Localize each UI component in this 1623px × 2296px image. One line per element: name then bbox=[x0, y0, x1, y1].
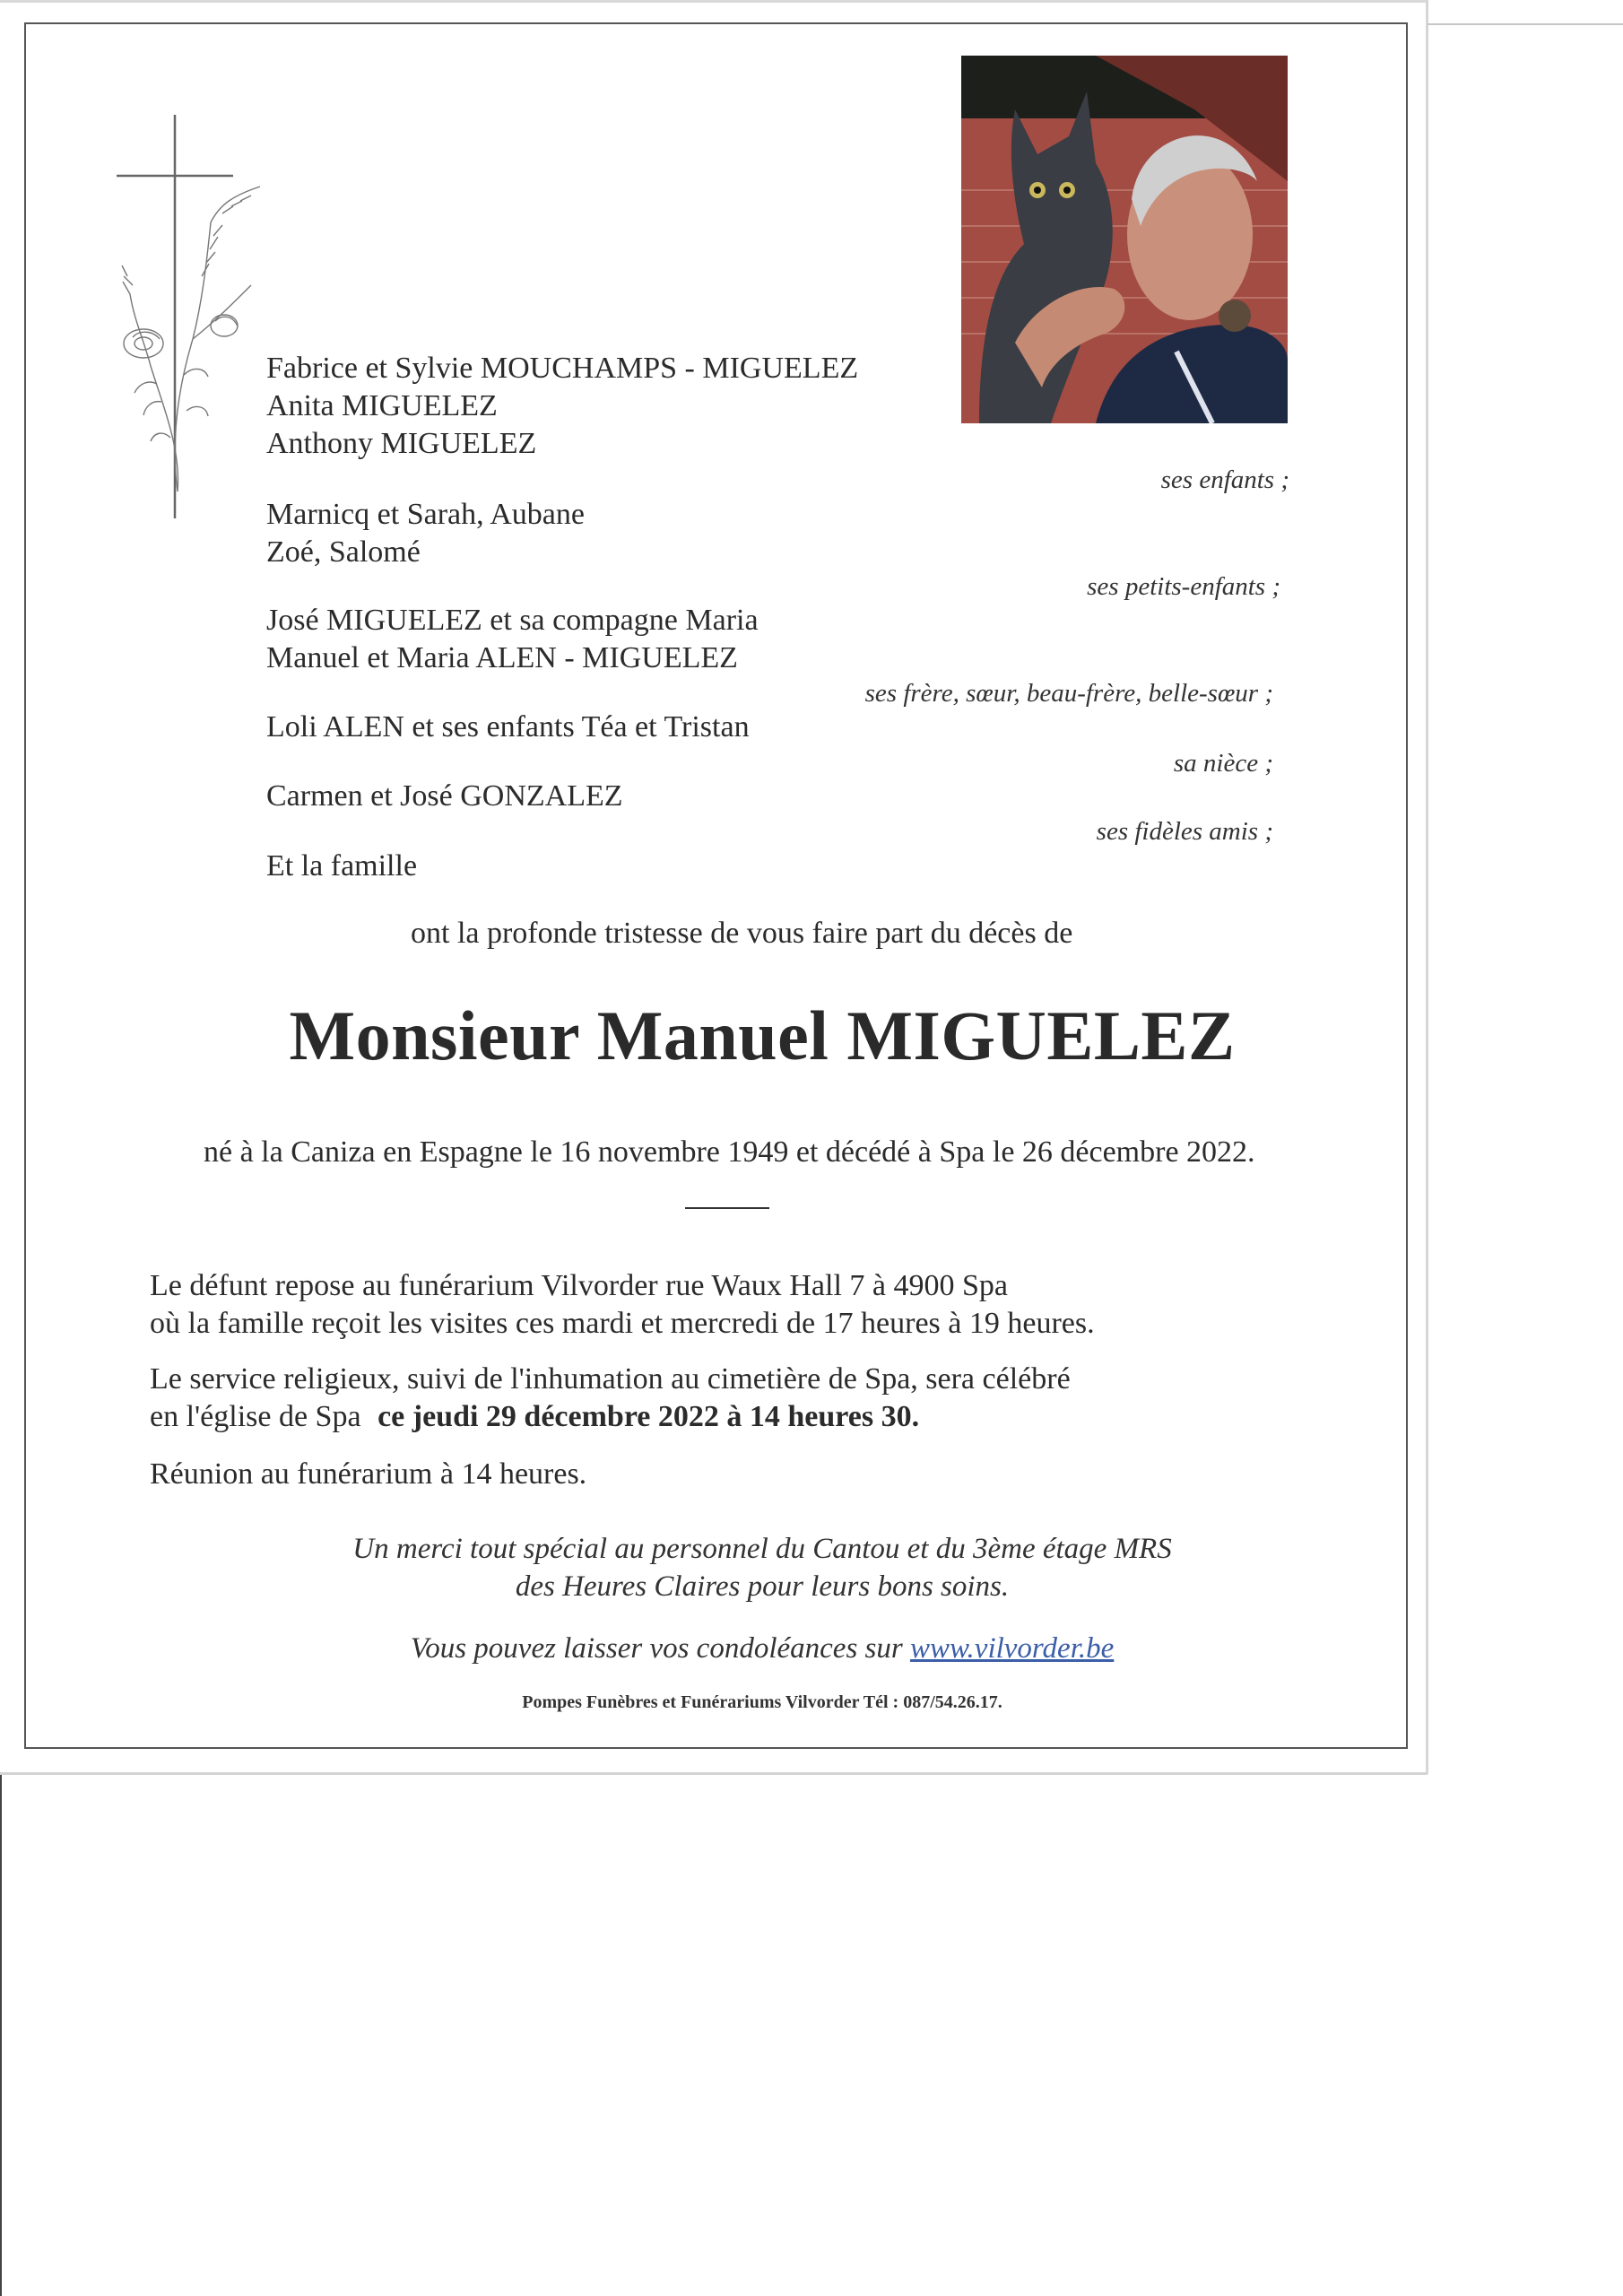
family-line-8: Loli ALEN et ses enfants Téa et Tristan bbox=[266, 710, 750, 744]
relation-niece: sa nièce ; bbox=[1173, 749, 1273, 778]
family-line-6: José MIGUELEZ et sa compagne Maria bbox=[266, 604, 759, 637]
service-place: en l'église de Spa bbox=[150, 1400, 361, 1433]
family-line-1: Fabrice et Sylvie MOUCHAMPS - MIGUELEZ bbox=[266, 352, 859, 385]
family-line-10: Et la famille bbox=[266, 849, 418, 883]
family-line-5: Zoé, Salomé bbox=[266, 535, 421, 569]
scan-edge-bottom bbox=[0, 1772, 1428, 1775]
relation-siblings: ses frère, sœur, beau-frère, belle-sœur ; bbox=[864, 679, 1273, 708]
visitation-line-1: Le défunt repose au funérarium Vilvorder rue Waux Hall 7 à 4900 Spa bbox=[150, 1269, 1008, 1302]
relation-grandchildren: ses petits-enfants ; bbox=[1087, 572, 1280, 601]
divider bbox=[685, 1207, 769, 1209]
condolences-link[interactable]: www.vilvorder.be bbox=[909, 1632, 1115, 1665]
family-line-7: Manuel et Maria ALEN - MIGUELEZ bbox=[266, 641, 738, 674]
scan-edge-left bbox=[0, 1775, 2, 2296]
thanks-line-2: des Heures Claires pour leurs bons soins. bbox=[515, 1570, 1010, 1603]
service-line-1: Le service religieux, suivi de l'inhumation au cimetière de Spa, sera célébré bbox=[150, 1362, 1071, 1396]
deceased-photo bbox=[961, 56, 1288, 423]
family-line-3: Anthony MIGUELEZ bbox=[266, 427, 537, 460]
meeting-line: Réunion au funérarium à 14 heures. bbox=[150, 1457, 587, 1491]
family-line-9: Carmen et José GONZALEZ bbox=[266, 779, 623, 813]
birth-death: né à la Caniza en Espagne le 16 novembre 1949 et décédé à Spa le 26 décembre 2022. bbox=[204, 1135, 1255, 1169]
relation-friends: ses fidèles amis ; bbox=[1096, 817, 1273, 846]
condolences-text: Vous pouvez laisser vos condoléances sur bbox=[410, 1632, 903, 1665]
scan-edge-top bbox=[0, 0, 1428, 3]
service-date: ce jeudi 29 décembre 2022 à 14 heures 30. bbox=[378, 1400, 920, 1433]
footer-funeral-home: Pompes Funèbres et Funérariums Vilvorder Tél : 087/54.26.17. bbox=[522, 1692, 1002, 1712]
service-line-2 bbox=[150, 1399, 919, 1435]
scan-edge-right bbox=[1426, 0, 1428, 1774]
visitation-line-2: où la famille reçoit les visites ces mardi et mercredi de 17 heures à 19 heures. bbox=[150, 1307, 1095, 1340]
family-line-4: Marnicq et Sarah, Aubane bbox=[266, 498, 585, 531]
relation-children: ses enfants ; bbox=[1160, 465, 1289, 494]
family-line-2: Anita MIGUELEZ bbox=[266, 389, 498, 422]
cross-with-flowers-icon bbox=[108, 115, 269, 527]
condolences-line bbox=[0, 1631, 1524, 1666]
deceased-name: Monsieur Manuel MIGUELEZ bbox=[289, 996, 1236, 1074]
thanks-line-1: Un merci tout spécial au personnel du Cantou et du 3ème étage MRS bbox=[352, 1533, 1172, 1565]
scan-edge-line bbox=[1428, 23, 1623, 25]
announcement: ont la profonde tristesse de vous faire part du décès de bbox=[411, 917, 1073, 950]
